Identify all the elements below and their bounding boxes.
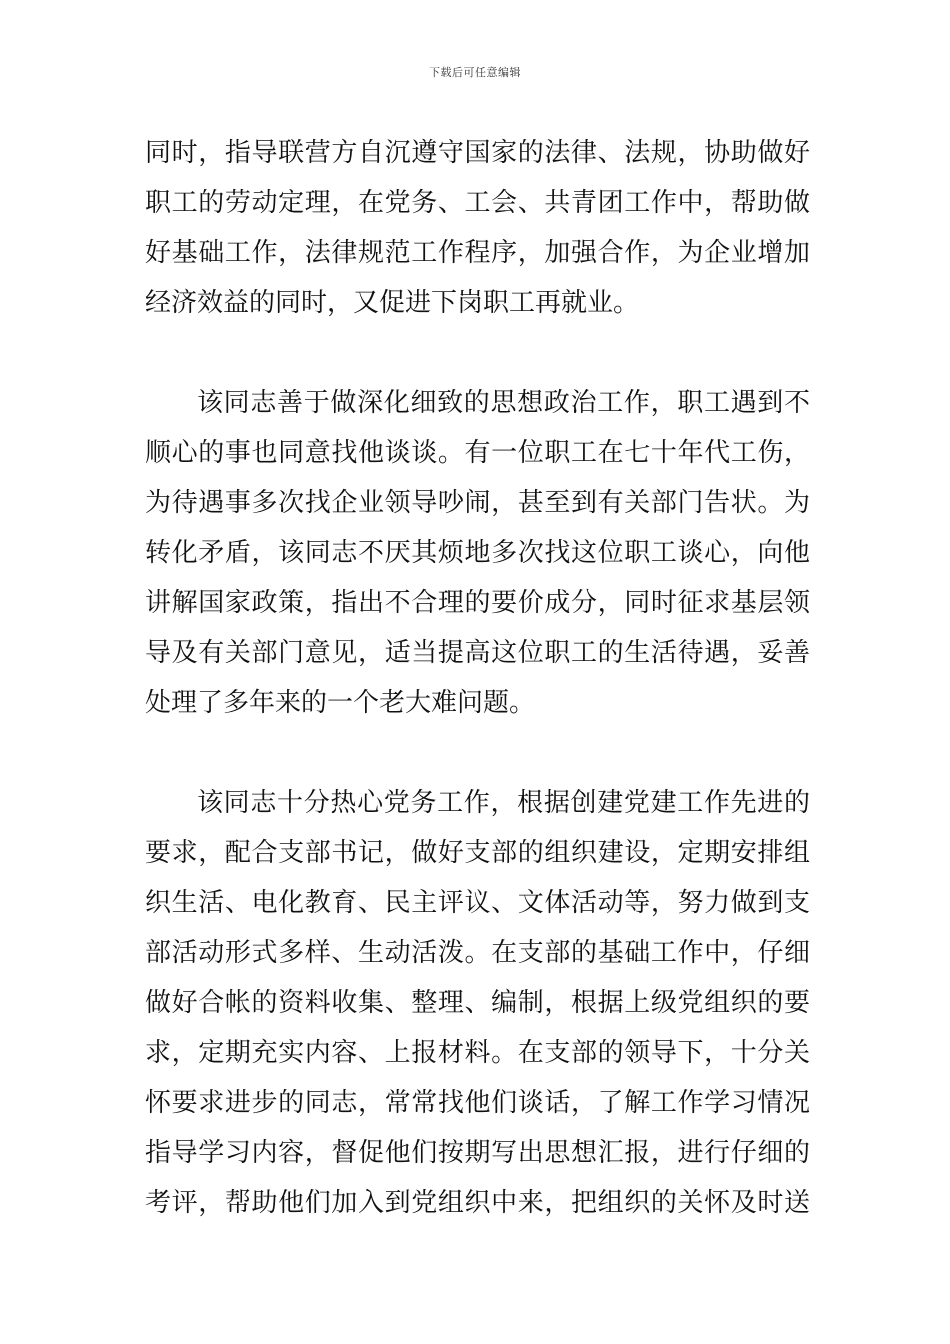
text-line: 好基础工作，法律规范工作程序，加强合作，为企业增加 (145, 238, 810, 268)
text-line: 该同志善于做深化细致的思想政治工作，职工遇到不 (197, 388, 810, 418)
text-line: 处理了多年来的一个老大难问题。 (145, 688, 536, 718)
text-line: 指导学习内容，督促他们按期写出思想汇报，进行仔细的 (145, 1138, 810, 1168)
text-line: 考评，帮助他们加入到党组织中来，把组织的关怀及时送 (145, 1188, 810, 1218)
text-line: 职工的劳动定理，在党务、工会、共青团工作中，帮助做 (145, 188, 810, 218)
text-line: 要求，配合支部书记，做好支部的组织建设，定期安排组 (145, 838, 810, 868)
paragraph-2 (145, 378, 810, 728)
document-body (145, 128, 810, 1278)
text-line: 该同志十分热心党务工作，根据创建党建工作先进的 (197, 788, 810, 818)
page-header: 下载后可任意编辑 (429, 66, 521, 79)
text-line: 讲解国家政策，指出不合理的要价成分，同时征求基层领 (145, 588, 810, 618)
text-line: 导及有关部门意见，适当提高这位职工的生活待遇，妥善 (145, 638, 810, 668)
text-line: 经济效益的同时，又促进下岗职工再就业。 (145, 288, 640, 318)
text-line: 转化矛盾，该同志不厌其烦地多次找这位职工谈心，向他 (145, 538, 810, 568)
text-line: 做好合帐的资料收集、整理、编制，根据上级党组织的要 (145, 988, 810, 1018)
paragraph-1 (145, 128, 810, 328)
text-line: 求，定期充实内容、上报材料。在支部的领导下，十分关 (145, 1038, 810, 1068)
paragraph-3 (145, 778, 810, 1228)
text-line: 同时，指导联营方自沉遵守国家的法律、法规，协助做好 (145, 138, 810, 168)
text-line: 怀要求进步的同志，常常找他们谈话，了解工作学习情况 (145, 1088, 810, 1118)
text-line: 部活动形式多样、生动活泼。在支部的基础工作中，仔细 (145, 938, 810, 968)
text-line: 为待遇事多次找企业领导吵闹，甚至到有关部门告状。为 (145, 488, 810, 518)
text-line: 顺心的事也同意找他谈谈。有一位职工在七十年代工伤， (145, 438, 810, 468)
text-line: 织生活、电化教育、民主评议、文体活动等，努力做到支 (145, 888, 810, 918)
